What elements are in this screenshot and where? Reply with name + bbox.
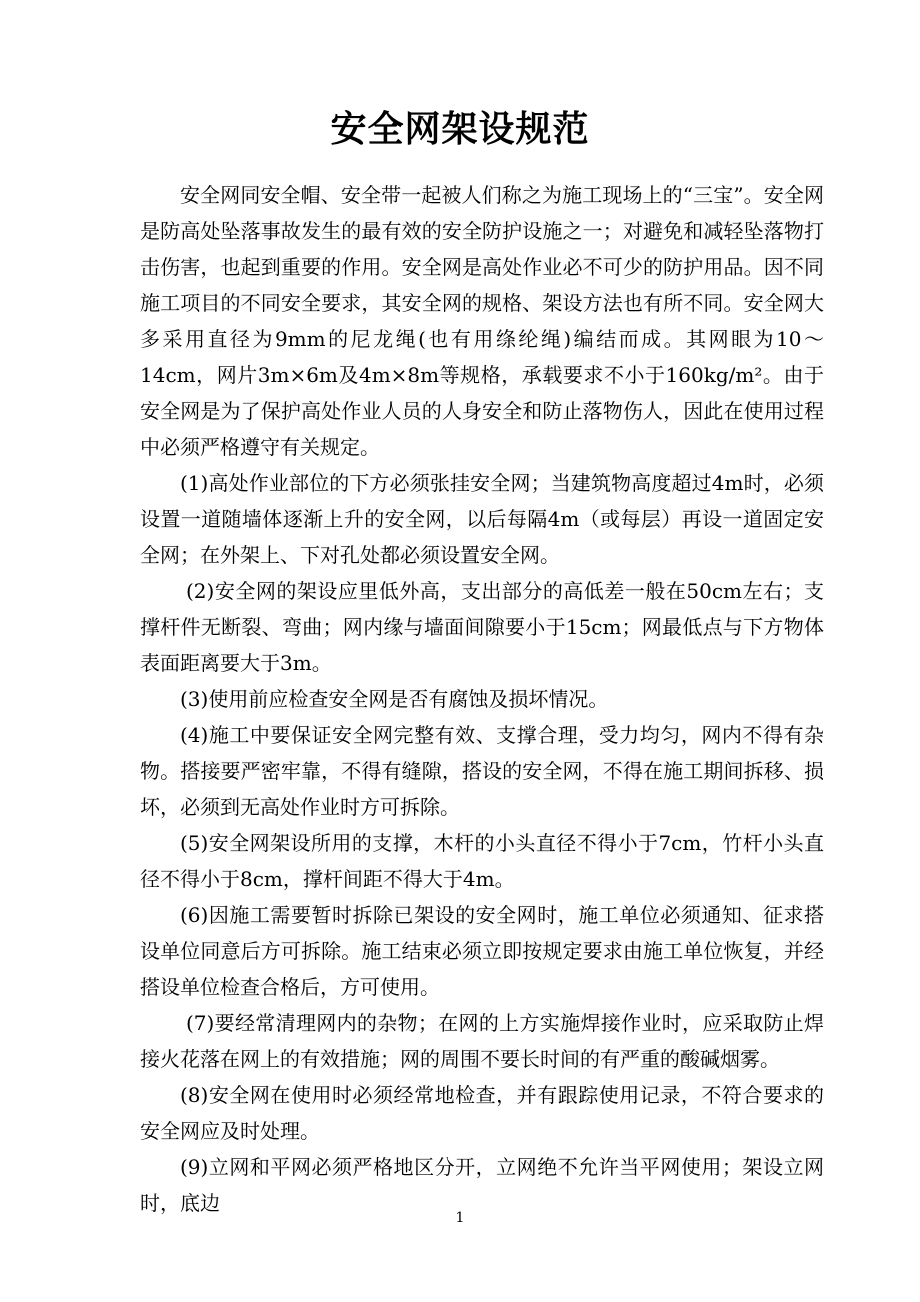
rule-paragraph-1: (1)高处作业部位的下方必须张挂安全网；当建筑物高度超过4m时，必须设置一道随墙体逐渐上升的安全网，以后每隔4m（或每层）再设一道固定安全网；在外架上、下对孔处都必须设置安全网。 — [140, 471, 824, 567]
document-body — [140, 177, 824, 1221]
rule-paragraph-8: (8)安全网在使用时必须经常地检查，并有跟踪使用记录，不符合要求的安全网应及时处理。 — [140, 1083, 824, 1143]
rule-paragraph-7: (7)要经常清理网内的杂物；在网的上方实施焊接作业时，应采取防止焊接火花落在网上的有效措施；网的周围不要长时间的有严重的酸碱烟雾。 — [140, 1011, 824, 1071]
page-title: 安全网架设规范 — [330, 109, 590, 150]
rule-paragraph-6: (6)因施工需要暂时拆除已架设的安全网时，施工单位必须通知、征求搭设单位同意后方可拆除。施工结束必须立即按规定要求由施工单位恢复，并经搭设单位检查合格后，方可使用。 — [140, 903, 824, 999]
page-number: 1 — [455, 1210, 465, 1226]
rule-paragraph-5: (5)安全网架设所用的支撑，木杆的小头直径不得小于7cm，竹杆小头直径不得小于8cm，撑杆间距不得大于4m。 — [140, 831, 824, 891]
rule-paragraph-9: (9)立网和平网必须严格地区分开，立网绝不允许当平网使用；架设立网时，底边 — [140, 1155, 824, 1215]
rule-paragraph-3: (3)使用前应检查安全网是否有腐蚀及损坏情况。 — [180, 687, 609, 711]
rule-paragraph-4: (4)施工中要保证安全网完整有效、支撑合理，受力均匀，网内不得有杂物。搭接要严密牢靠，不得有缝隙，搭设的安全网，不得在施工期间拆移、损坏，必须到无高处作业时方可拆除。 — [140, 723, 824, 819]
rule-paragraph-2: (2)安全网的架设应里低外高，支出部分的高低差一般在50cm左右；支撑杆件无断裂、弯曲；网内缘与墙面间隙要小于15cm；网最低点与下方物体表面距离要大于3m。 — [140, 579, 824, 675]
intro-paragraph: 安全网同安全帽、安全带一起被人们称之为施工现场上的“三宝”。安全网是防高处坠落事故发生的最有效的安全防护设施之一；对避免和减轻坠落物打击伤害，也起到重要的作用。安全网是高处作业必不可少的防护用品。因不同施工项目的不同安全要求，其安全网的规格、架设方法也有所不同。安全网大多采用直径为9mm的尼龙绳(也有用绦纶绳)编结而成。其网眼为10～14cm，网片3m×6m及4m×8m等规格，承载要求不小于160kg/m²。由于安全网是为了保护高处作业人员的人身安全和防止落物伤人，因此在使用过程中必须严格遵守有关规定。 — [140, 183, 824, 459]
